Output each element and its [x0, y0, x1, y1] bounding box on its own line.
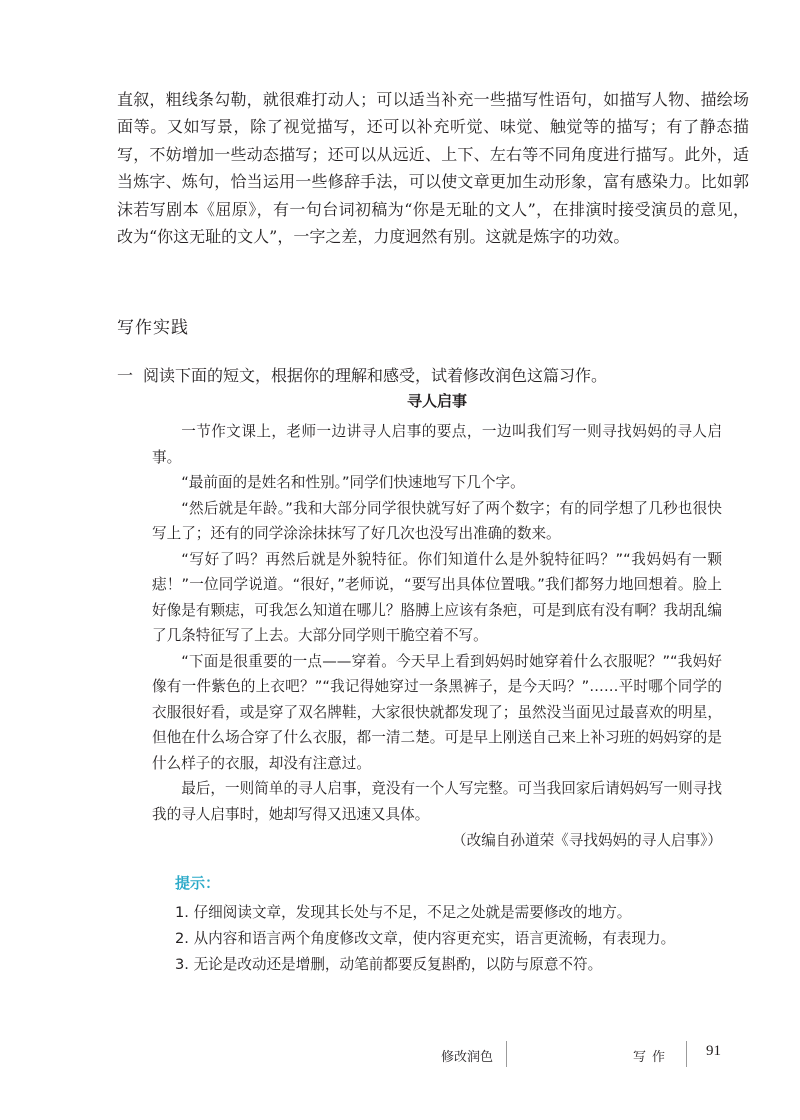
task-text: 阅读下面的短文，根据你的理解和感受，试着修改润色这篇习作。 — [143, 366, 608, 385]
essay-source: （改编自孙道荣《寻找妈妈的寻人启事》） — [452, 832, 722, 849]
intro-paragraph: 直叙，粗线条勾勒，就很难打动人；可以适当补充一些描写性语句，如描写人物、描绘场面等。又如写景，除了视觉描写，还可以补充听觉、味觉、触觉等的描写；有了静态描写，不妨增加一些动态描写；还可以从远近、上下、左右等不同角度进行描写。此外，适当炼字、炼句，恰当运用一些修辞手法，可以使文章更加生动形象，富有感染力。比如郭沫若写剧本《屈原》，有一句台词初稿为“你是无耻的文人”，在排演时接受演员的意见，改为“你这无耻的文人”，一字之差，力度迥然有别。这就是炼字的功效。 — [117, 90, 749, 247]
footer-divider — [686, 1041, 687, 1067]
page-number: 91 — [706, 1043, 721, 1059]
hint-item: 1. 仔细阅读文章，发现其长处与不足，不足之处就是需要修改的地方。 — [175, 904, 632, 921]
footer-section: 写作 — [633, 1050, 672, 1065]
essay-paragraph: “最前面的是姓名和性别。”同学们快速地写下几个字。 — [181, 474, 525, 491]
hint-list — [175, 900, 735, 978]
task-instruction — [117, 364, 607, 388]
hint-item: 2. 从内容和语言两个角度修改文章，使内容更充实，语言更流畅，有表现力。 — [175, 930, 676, 947]
essay-paragraph: “然后就是年龄。”我和大部分同学很快就写好了两个数字；有的同学想了几秒也很快写上了；还有的同学涂涂抹抹写了好几次也没写出准确的数来。 — [152, 499, 722, 542]
essay-paragraph: “下面是很重要的一点——穿着。今天早上看到妈妈时她穿着什么衣服呢？”“我妈好像有一件紫色的上衣吧？”“我记得她穿过一条黑裤子，是今天吗？”……平时哪个同学的衣服很好看，或是穿了双名牌鞋，大家很快就都发现了；虽然没当面见过最喜欢的明星，但他在什么场合穿了什么衣服，都一清二楚。可是早上刚送自己来上补习班的妈妈穿的是什么样子的衣服，却没有注意过。 — [152, 652, 722, 772]
section-heading: 写作实践 — [117, 318, 189, 338]
essay — [152, 389, 722, 854]
essay-title: 寻人启事 — [406, 392, 467, 410]
intro-text — [117, 86, 749, 250]
page-footer — [0, 1040, 800, 1070]
essay-paragraph: 一节作文课上，老师一边讲寻人启事的要点，一边叫我们写一则寻找妈妈的寻人启事。 — [152, 423, 722, 466]
task-number: 一 — [117, 366, 134, 385]
footer-chapter: 修改润色 — [441, 1050, 494, 1065]
hint-label: 提示： — [175, 874, 221, 892]
essay-paragraph: “写好了吗？再然后就是外貌特征。你们知道什么是外貌特征吗？”“我妈妈有一颗痣！”一位同学说道。“很好，”老师说，“要写出具体位置哦。”我们都努力地回想着。脸上好像是有颗痣，可我怎么知道在哪儿？胳膊上应该有条疤，可是到底有没有啊？我胡乱编了几条特征写了上去。大部分同学则干脆空着不写。 — [152, 550, 722, 644]
essay-paragraph: 最后，一则简单的寻人启事，竟没有一个人写完整。可当我回家后请妈妈写一则寻找我的寻人启事时，她却写得又迅速又具体。 — [152, 780, 722, 823]
footer-divider — [506, 1041, 507, 1067]
hint-item: 3. 无论是改动还是增删，动笔前都要反复斟酌，以防与原意不符。 — [175, 956, 603, 973]
hint-box — [175, 872, 735, 978]
